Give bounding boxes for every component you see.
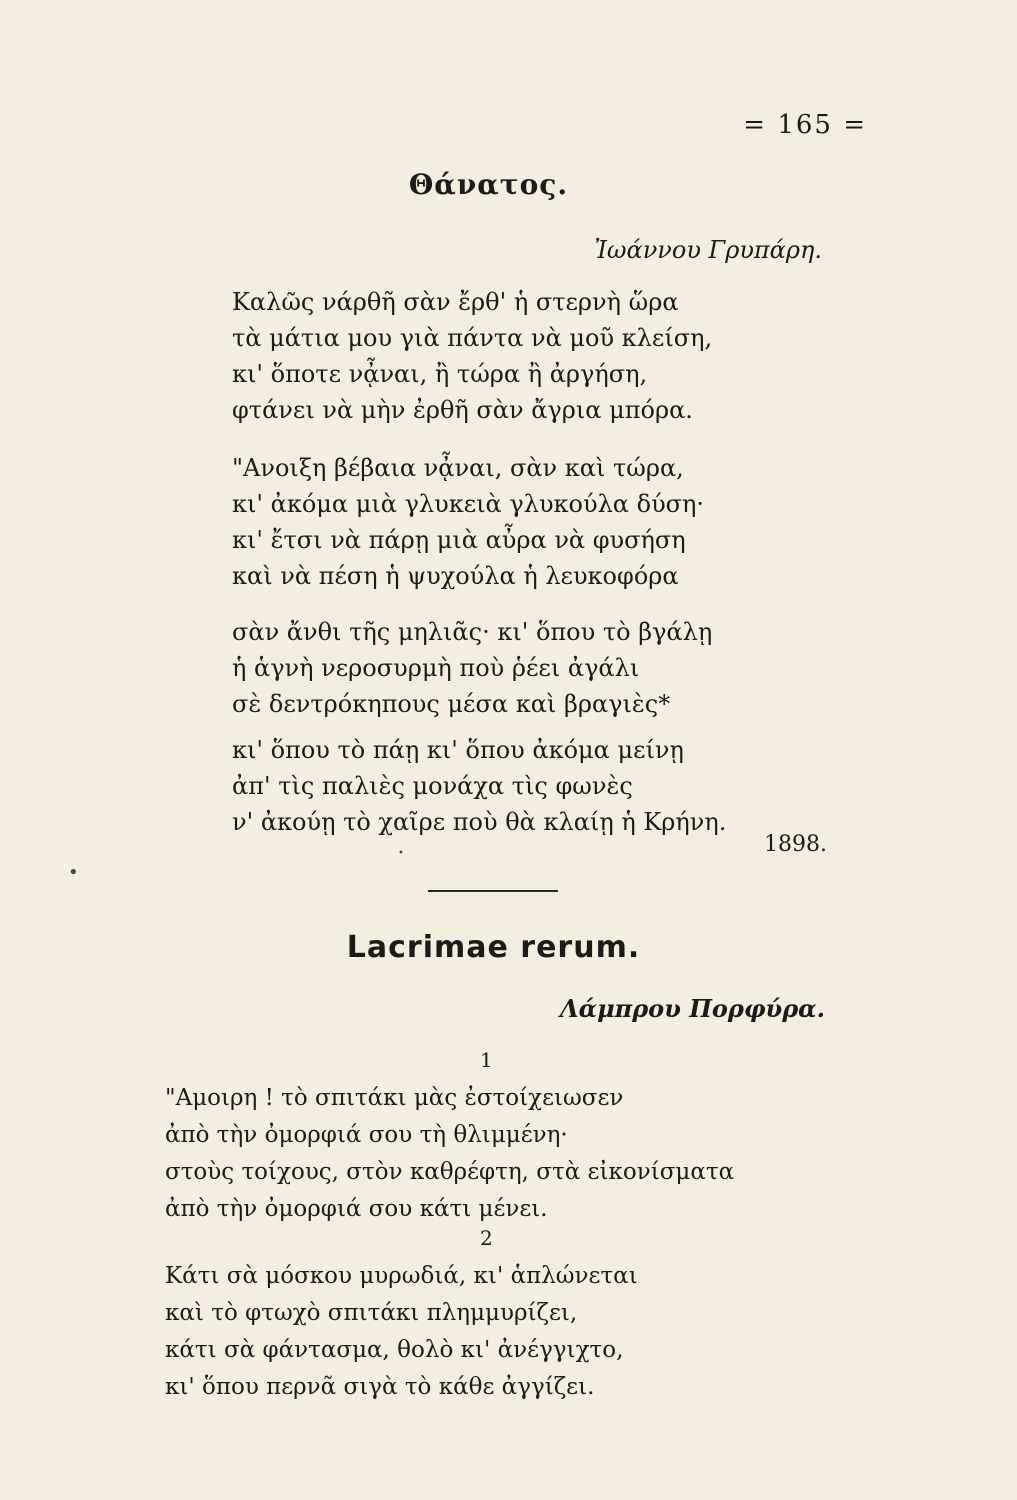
verse-line: καὶ νὰ πέση ἡ ψυχούλα ἡ λευκοφόρα <box>232 562 679 590</box>
verse-line: καὶ τὸ φτωχὸ σπιτάκι πλημμυρίζει, <box>165 1300 578 1326</box>
verse-line: κι' ὅπου τὸ πάῃ κι' ὅπου ἀκόμα μείνῃ <box>232 736 684 764</box>
poem2-title: Lacrimae rerum. <box>346 930 641 965</box>
verse-line: Καλῶς νάρθῆ σὰν ἔρθ' ἡ στερνὴ ὥρα <box>232 288 679 316</box>
verse-line: ἀπὸ τὴν ὀμορφιά σου τὴ θλιμμένη· <box>165 1122 568 1148</box>
verse-line: κι' ὅπου περνᾶ σιγὰ τὸ κάθε ἀγγίζει. <box>165 1374 595 1400</box>
section-divider <box>428 890 558 892</box>
print-speck: • <box>68 862 79 883</box>
poem1-stanza-4 <box>232 732 726 840</box>
verse-line: σὰν ἄνθι τῆς μηλιᾶς· κι' ὅπου τὸ βγάλῃ <box>232 618 713 646</box>
verse-line: κι' ὅποτε νᾆναι, ἢ τώρα ἢ ἀργήση, <box>232 360 648 388</box>
poem2-section-1 <box>165 1080 734 1228</box>
verse-line: ν' ἀκούῃ τὸ χαῖρε ποὺ θὰ κλαίῃ ἡ Κρήνη. <box>232 808 727 836</box>
page-number: = 165 = <box>743 110 867 140</box>
verse-line: ἡ ἁγνὴ νεροσυρμὴ ποὺ ῥέει ἀγάλι <box>232 654 640 682</box>
poem1-stanza-2 <box>232 450 704 594</box>
poem1-author: Ἰωάννου Γρυπάρη. <box>594 236 822 264</box>
verse-line: ἀπὸ τὴν ὀμορφιά σου κάτι μένει. <box>165 1196 548 1222</box>
poem1-stanza-1 <box>232 284 712 428</box>
poem1-date: 1898. <box>764 832 827 857</box>
print-speck: • <box>398 848 404 859</box>
verse-line: στοὺς τοίχους, στὸν καθρέφτη, στὰ εἰκονίσματα <box>165 1159 735 1185</box>
verse-line: Κάτι σὰ μόσκου μυρωδιά, κι' ἁπλώνεται <box>165 1263 638 1289</box>
poem2-section-2 <box>165 1258 638 1406</box>
verse-line: φτάνει νὰ μὴν ἐρθῆ σὰν ἄγρια μπόρα. <box>232 396 693 424</box>
poem1-title: Θάνατος. <box>408 168 569 201</box>
section-number: 2 <box>480 1226 493 1250</box>
verse-line: κάτι σὰ φάντασμα, θολὸ κι' ἀνέγγιχτο, <box>165 1337 624 1363</box>
verse-line: "Ανοιξη βέβαια νᾆναι, σὰν καὶ τώρα, <box>232 454 684 482</box>
poem1-stanza-3 <box>232 614 712 722</box>
section-number: 1 <box>480 1048 493 1072</box>
verse-line: ἀπ' τὶς παλιὲς μονάχα τὶς φωνὲς <box>232 772 633 800</box>
verse-line: σὲ δεντρόκηπους μέσα καὶ βραγιὲς* <box>232 690 671 718</box>
poem2-author: Λάμπρου Πορφύρα. <box>560 994 825 1023</box>
verse-line: τὰ μάτια μου γιὰ πάντα νὰ μοῦ κλείση, <box>232 324 713 352</box>
verse-line: κι' ἀκόμα μιὰ γλυκειὰ γλυκούλα δύση· <box>232 490 705 518</box>
verse-line: "Αμοιρη ! τὸ σπιτάκι μὰς ἐστοίχειωσεν <box>165 1085 624 1111</box>
verse-line: κι' ἔτσι νὰ πάρῃ μιὰ αὖρα νὰ φυσήση <box>232 526 686 554</box>
